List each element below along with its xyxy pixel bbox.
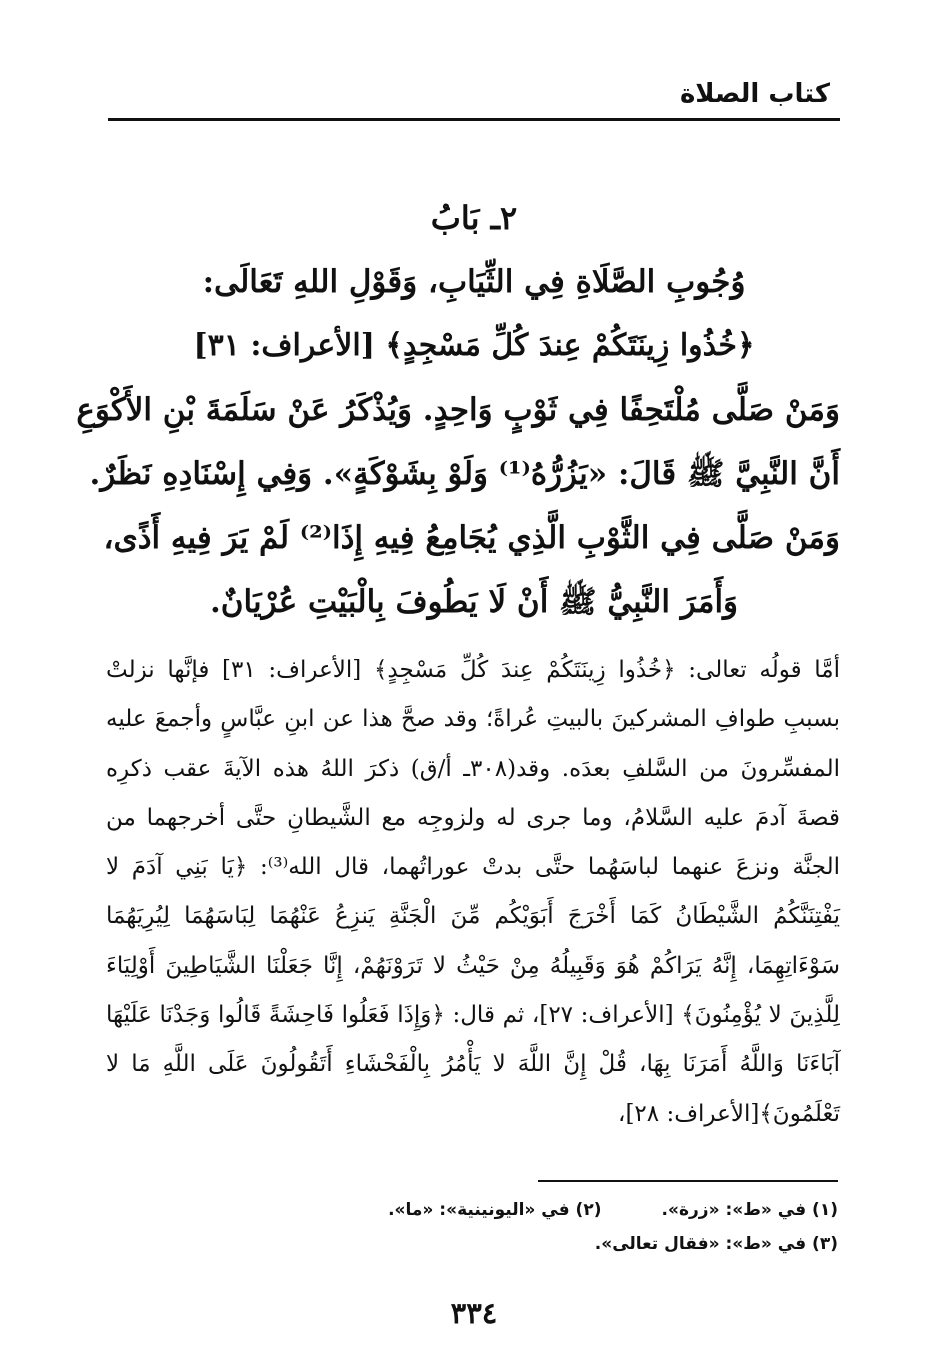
running-header: كتاب الصلاة — [679, 79, 830, 109]
footnote-row — [108, 1193, 838, 1227]
footnote-2: (٢) في «اليونينية»: «ما». — [388, 1200, 602, 1220]
commentary-paragraph: أمَّا قولُه تعالى: ﴿خُذُوا زِينَتَكُمْ عِندَ كُلِّ مَسْجِدٍ﴾ [الأعراف: ٣١] فإنَّها نزلتْ بسببِ طوافِ المشركينَ بالبيتِ عُراةً؛ وقد صحَّ هذا عن ابنِ عبَّاسٍ وأجمعَ عليه المفسِّرونَ من السَّلفِ بعدَه. وقد(٣٠٨ـ أ/ق) ذكرَ اللهُ هذه الآيةَ عقب ذكرِه قصةَ آدمَ عليه السَّلامُ، وما جرى له ولزوجِه مع الشَّيطانِ حتَّى أخرجهما من الجنَّة ونزعَ عنهما لباسَهُما حتَّى بدتْ عوراتُهما، قال الله⁽³⁾: ﴿يَا بَنِي آدَمَ لا يَفْتِنَنَّكُمُ الشَّيْطَانُ كَمَا أَخْرَجَ أَبَوَيْكُم مِّنَ الْجَنَّةِ يَنزِعُ عَنْهُمَا لِبَاسَهُمَا لِيُرِيَهُمَا سَوْءَاتِهِمَا، إِنَّهُ يَرَاكُمْ هُوَ وَقَبِيلُهُ مِنْ حَيْثُ لا تَرَوْنَهُمْ، إِنَّا جَعَلْنَا الشَّيَاطِينَ أَوْلِيَاءَ لِلَّذِينَ لا يُؤْمِنُونَ﴾ [الأعراف: ٢٧]، ثم قال: ﴿وَإِذَا فَعَلُوا فَاحِشَةً قَالُوا وَجَدْنَا عَلَيْهَا آبَاءَنَا وَاللَّهُ أَمَرَنَا بِهَا، قُلْ إِنَّ اللَّهَ لا يَأْمُرُ بِالْفَحْشَاءِ أَتَقُولُونَ عَلَى اللَّهِ مَا لا تَعْلَمُونَ﴾[الأعراف: ٢٨]، — [106, 657, 841, 1127]
chapter-verse: ﴿خُذُوا زِينَتَكُمْ عِندَ كُلِّ مَسْجِدٍ﴾ [الأعراف: ٣١] — [193, 328, 755, 363]
commentary-body — [106, 646, 840, 1139]
footnote-row — [108, 1227, 838, 1261]
footnote-1: (١) في «ط»: «زرة». — [661, 1200, 838, 1220]
chapter-heading-block — [76, 186, 840, 634]
chapter-title: وُجُوبِ الصَّلَاةِ فِي الثِّيَابِ، وَقَوْلِ اللهِ تَعَالَى: — [202, 264, 746, 300]
chapter-line-4: وَأَمَرَ النَّبِيُّ ﷺ أَنْ لَا يَطُوفَ بِالْبَيْتِ عُرْيَانٌ. — [209, 584, 739, 620]
header-rule — [108, 118, 840, 121]
page-number: ٣٣٤ — [450, 1296, 498, 1330]
chapter-line-2: أَنَّ النَّبِيَّ ﷺ قَالَ: «يَزُرُّهُ⁽¹⁾ وَلَوْ بِشَوْكَةٍ». وَفِي إِسْنَادِهِ نَظَرٌ. — [89, 456, 840, 492]
footnotes — [108, 1193, 838, 1261]
footnote-rule — [538, 1180, 838, 1182]
chapter-line-1: وَمَنْ صَلَّى مُلْتَحِفًا فِي ثَوْبٍ وَاحِدٍ. وَيُذْكَرُ عَنْ سَلَمَةَ بْنِ الأَكْوَعِ — [76, 392, 840, 428]
chapter-line-3: وَمَنْ صَلَّى فِي الثَّوْبِ الَّذِي يُجَامِعُ فِيهِ إِذَا⁽²⁾ لَمْ يَرَ فِيهِ أَذًى، — [103, 520, 840, 556]
chapter-number: ٢ـ بَابُ — [430, 199, 518, 237]
footnote-3: (٣) في «ط»: «فقال تعالى». — [594, 1234, 838, 1254]
